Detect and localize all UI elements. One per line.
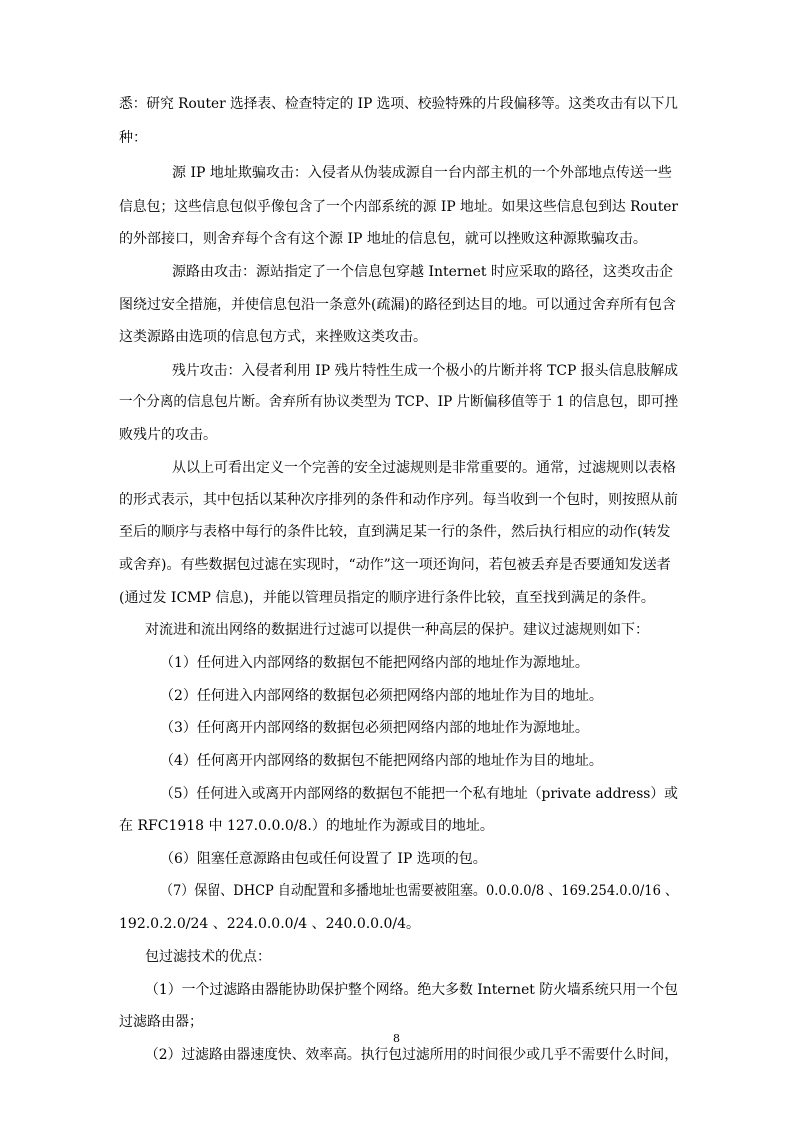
text-line: 至后的顺序与表格中每行的条件比较，直到满足某一行的条件，然后执行相应的动作(转发 [119, 524, 671, 540]
text-line: 残片攻击：入侵者利用 IP 残片特性生成一个极小的片断并将 TCP 报头信息肢解成 [172, 363, 678, 379]
text-line: （7）保留、DHCP 自动配置和多播地址也需要被阻塞。0.0.0.0/8 、169.254.0.0/16 、 [160, 883, 678, 899]
text-line: 包过滤技术的优点： [145, 949, 271, 965]
text-line: 这类源路由选项的信息包方式，来挫败这类攻击。 [119, 329, 427, 345]
text-line: 的形式表示，其中包括以某种次序排列的条件和动作序列。每当收到一个包时，则按照从前 [119, 492, 678, 508]
text-line: （5）任何进入或离开内部网络的数据包不能把一个私有地址（private address）或 [160, 786, 678, 802]
text-line: (通过发 ICMP 信息)，并能以管理员指定的顺序进行条件比较，直至找到满足的条件。 [119, 590, 655, 606]
text-line: 或舍弃)。有些数据包过滤在实现时，“动作”这一项还询问，若包被丢弃是否要通知发送者 [119, 557, 671, 573]
text-line: （1）一个过滤路由器能协助保护整个网络。绝大多数 Internet 防火墙系统只用一个包 [145, 982, 678, 998]
text-line: 过滤路由器； [119, 1014, 203, 1030]
text-line: 在 RFC1918 中 127.0.0.0/8.）的地址作为源或目的地址。 [119, 818, 494, 834]
text-line: 信息包；这些信息包似乎像包含了一个内部系统的源 IP 地址。如果这些信息包到达 Router [119, 199, 679, 215]
text-line: 图绕过安全措施，并使信息包沿一条意外(疏漏)的路径到达目的地。可以通过舍弃所有包含 [119, 297, 676, 313]
text-line: 192.0.2.0/24 、224.0.0.0/4 、240.0.0.0/4。 [119, 916, 421, 932]
text-line: 一个分离的信息包片断。舍弃所有协议类型为 TCP、IP 片断偏移值等于 1 的信息包，即可挫 [119, 394, 678, 410]
text-line: 对流进和流出网络的数据进行过滤可以提供一种高层的保护。建议过滤规则如下： [145, 622, 649, 638]
text-line: （4）任何离开内部网络的数据包不能把网络内部的地址作为目的地址。 [160, 753, 603, 769]
text-line: （3）任何离开内部网络的数据包必须把网络内部的地址作为源地址。 [160, 720, 589, 736]
page-number: 8 [393, 1032, 400, 1045]
text-line: 悉：研究 Router 选择表、检查特定的 IP 选项、校验特殊的片段偏移等。这类攻击有以下几 [119, 96, 679, 112]
text-line: （2）任何进入内部网络的数据包必须把网络内部的地址作为目的地址。 [160, 688, 603, 704]
text-line: 源 IP 地址欺骗攻击：入侵者从伪装成源自一台内部主机的一个外部地点传送一些 [172, 165, 672, 181]
text-line: 败残片的攻击。 [119, 427, 217, 443]
text-line: 源路由攻击：源站指定了一个信息包穿越 Internet 时应采取的路径，这类攻击企 [172, 264, 673, 280]
text-line: （1）任何进入内部网络的数据包不能把网络内部的地址作为源地址。 [160, 655, 589, 671]
text-line: 种： [119, 130, 147, 146]
text-line: 的外部接口，则舍弃每个含有这个源 IP 地址的信息包，就可以挫败这种源欺骗攻击。 [119, 231, 647, 247]
text-line: 从以上可看出定义一个完善的安全过滤规则是非常重要的。通常，过滤规则以表格 [172, 460, 676, 476]
text-line: （6）阻塞任意源路由包或任何设置了 IP 选项的包。 [160, 851, 487, 867]
text-line: （2）过滤路由器速度快、效率高。执行包过滤所用的时间很少或几乎不需要什么时间， [145, 1047, 679, 1063]
